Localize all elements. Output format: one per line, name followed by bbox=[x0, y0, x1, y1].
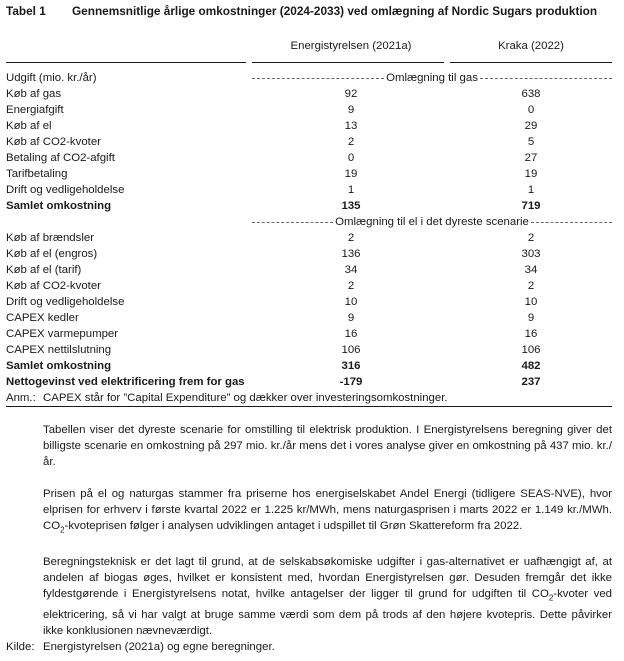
value-kraka: 106 bbox=[521, 344, 541, 356]
total-row-el bbox=[6, 358, 612, 374]
value-kraka: 1 bbox=[527, 184, 535, 196]
table-row bbox=[6, 262, 612, 278]
value-energistyrelsen: 19 bbox=[344, 168, 358, 180]
value-kraka: 2 bbox=[527, 280, 535, 292]
kilde-note bbox=[6, 639, 612, 655]
row-label: Køb af brændsler bbox=[6, 232, 94, 244]
note-paragraph-4-sub: 2 bbox=[548, 593, 554, 603]
row-label: Køb af el bbox=[6, 120, 52, 132]
value-energistyrelsen: 0 bbox=[347, 152, 355, 164]
unit-section-row bbox=[6, 70, 612, 86]
table-row bbox=[6, 150, 612, 166]
table-title bbox=[6, 4, 620, 18]
value-kraka: 303 bbox=[521, 248, 541, 260]
cost-table bbox=[6, 38, 612, 407]
row-label: CAPEX varmepumper bbox=[6, 328, 119, 340]
row-label: Køb af CO2-kvoter bbox=[6, 280, 101, 292]
value-energistyrelsen: 13 bbox=[344, 120, 358, 132]
kilde-text: Energistyrelsen (2021a) og egne beregninger. bbox=[43, 640, 275, 653]
table-row bbox=[6, 182, 612, 198]
value-energistyrelsen: 34 bbox=[344, 264, 358, 276]
column-header-row bbox=[6, 38, 612, 54]
row-label: Nettogevinst ved elektrificering frem for gas bbox=[6, 376, 245, 388]
note-paragraph-4-a: Beregningsteknisk er det lagt til grund, at de selskabsøkomiske udgifter i gas-alternativet er uafhængigt af, at andelen af biogas øges, hvilket er konsistent med, hvordan Energistyrelsen gør. Desuden fremgår det ikke fyldestgørende i Energistyrelsens notat, hvilke antagelser der ligger til grund for udgiften til CO bbox=[43, 556, 612, 601]
anm-label: Anm.: bbox=[6, 392, 36, 404]
table-row bbox=[6, 86, 612, 102]
value-energistyrelsen: 10 bbox=[344, 296, 358, 308]
section-label-gas: Omlægning til gas bbox=[386, 72, 478, 84]
note-paragraph-4-b: -kvoter ved elektricering, så vi har valgt at bruge samme værdi som dem på trods af den højere kvotepris. Dette påvirker ikke konklusionen nævneværdigt. bbox=[43, 588, 613, 637]
table-row bbox=[6, 326, 612, 342]
value-kraka: 9 bbox=[527, 312, 535, 324]
table-row bbox=[6, 102, 612, 118]
row-label: Tarifbetaling bbox=[6, 168, 68, 180]
value-energistyrelsen: 9 bbox=[347, 104, 355, 116]
note-paragraph-3-sub: 2 bbox=[60, 525, 65, 535]
note-paragraph-3-b: -kvoteprisen følger i analysen udviklingen antaget i udspillet til Grøn Skattereform fra 2022. bbox=[64, 520, 523, 532]
section-divider-el bbox=[252, 214, 612, 230]
row-label: Køb af el (tarif) bbox=[6, 264, 82, 276]
note-paragraph-1: CAPEX står for ”Capital Expenditure” og dækker over investeringsomkostninger. bbox=[43, 392, 448, 404]
unit-label: Udgift (mio. kr./år) bbox=[6, 72, 97, 84]
value-kraka: 16 bbox=[524, 328, 538, 340]
note-paragraph-3-a: Prisen på el og naturgas stammer fra priserne hos energiselskabet Andel Energi (tidligere SEAS-NVE), hvor elprisen for erhverv i første kvartal 2022 er 1.225 kr/MWh, mens naturgasprisen i marts 2022 er 1.149 kr./MWh. CO bbox=[43, 488, 612, 532]
value-energistyrelsen: 106 bbox=[341, 344, 361, 356]
value-kraka: 19 bbox=[524, 168, 538, 180]
row-label: CAPEX kedler bbox=[6, 312, 79, 324]
table-row bbox=[6, 342, 612, 358]
value-energistyrelsen: 2 bbox=[347, 136, 355, 148]
value-energistyrelsen: 92 bbox=[344, 88, 358, 100]
table-row bbox=[6, 230, 612, 246]
total-row-gas bbox=[6, 198, 612, 214]
value-kraka: 29 bbox=[524, 120, 538, 132]
value-energistyrelsen: 2 bbox=[347, 232, 355, 244]
table-row bbox=[6, 166, 612, 182]
row-label: Betaling af CO2-afgift bbox=[6, 152, 115, 164]
row-label: Køb af el (engros) bbox=[6, 248, 98, 260]
value-kraka: 27 bbox=[524, 152, 538, 164]
table-row bbox=[6, 118, 612, 134]
anm-note bbox=[6, 390, 612, 639]
row-label: CAPEX nettilslutning bbox=[6, 344, 112, 356]
table-row bbox=[6, 278, 612, 294]
section-label-el: Omlægning til el i det dyreste scenarie bbox=[335, 216, 529, 228]
row-label: Køb af CO2-kvoter bbox=[6, 136, 101, 148]
kilde-label: Kilde: bbox=[6, 640, 35, 653]
table-title-text: Gennemsnitlige årlige omkostninger (2024-2033) ved omlægning af Nordic Sugars produktion bbox=[72, 4, 598, 18]
table-row bbox=[6, 294, 612, 310]
value-energistyrelsen: 1 bbox=[347, 184, 355, 196]
value-energistyrelsen: 16 bbox=[344, 328, 358, 340]
value-kraka: 237 bbox=[521, 376, 541, 388]
row-label: Samlet omkostning bbox=[6, 360, 112, 372]
value-energistyrelsen: -179 bbox=[339, 376, 363, 388]
table-row bbox=[6, 134, 612, 150]
section-divider-gas bbox=[252, 70, 612, 86]
value-kraka: 719 bbox=[521, 200, 541, 212]
column-header-kraka: Kraka (2022) bbox=[498, 40, 564, 52]
row-label: Drift og vedligeholdelse bbox=[6, 296, 125, 308]
note-paragraph-3 bbox=[43, 486, 612, 538]
note-paragraph-2: Tabellen viser det dyreste scenarie for omstilling til elektrisk produktion. I Energistyrelsens beregning giver det billigste scenarie en omkostning på 297 mio. kr./år mens det i vores analyse giver en omkostning på 437 mio. kr./år. bbox=[43, 424, 612, 468]
row-label: Samlet omkostning bbox=[6, 200, 112, 212]
value-kraka: 10 bbox=[524, 296, 538, 308]
value-energistyrelsen: 135 bbox=[341, 200, 361, 212]
value-kraka: 5 bbox=[527, 136, 535, 148]
header-rule bbox=[6, 54, 612, 70]
section-row-el bbox=[6, 214, 612, 230]
value-kraka: 34 bbox=[524, 264, 538, 276]
value-kraka: 0 bbox=[527, 104, 535, 116]
value-kraka: 2 bbox=[527, 232, 535, 244]
row-label: Drift og vedligeholdelse bbox=[6, 184, 125, 196]
value-energistyrelsen: 136 bbox=[341, 248, 361, 260]
table-row bbox=[6, 246, 612, 262]
note-paragraph-4 bbox=[43, 554, 612, 638]
net-gain-row bbox=[6, 374, 612, 390]
table-row bbox=[6, 310, 612, 326]
value-energistyrelsen: 316 bbox=[341, 360, 361, 372]
value-energistyrelsen: 9 bbox=[347, 312, 355, 324]
value-energistyrelsen: 2 bbox=[347, 280, 355, 292]
notes bbox=[6, 390, 612, 655]
value-kraka: 482 bbox=[521, 360, 541, 372]
table-number: Tabel 1 bbox=[6, 4, 46, 18]
row-label: Energiafgift bbox=[6, 104, 64, 116]
value-kraka: 638 bbox=[521, 88, 541, 100]
row-label: Køb af gas bbox=[6, 88, 62, 100]
column-header-energistyrelsen: Energistyrelsen (2021a) bbox=[290, 40, 412, 52]
